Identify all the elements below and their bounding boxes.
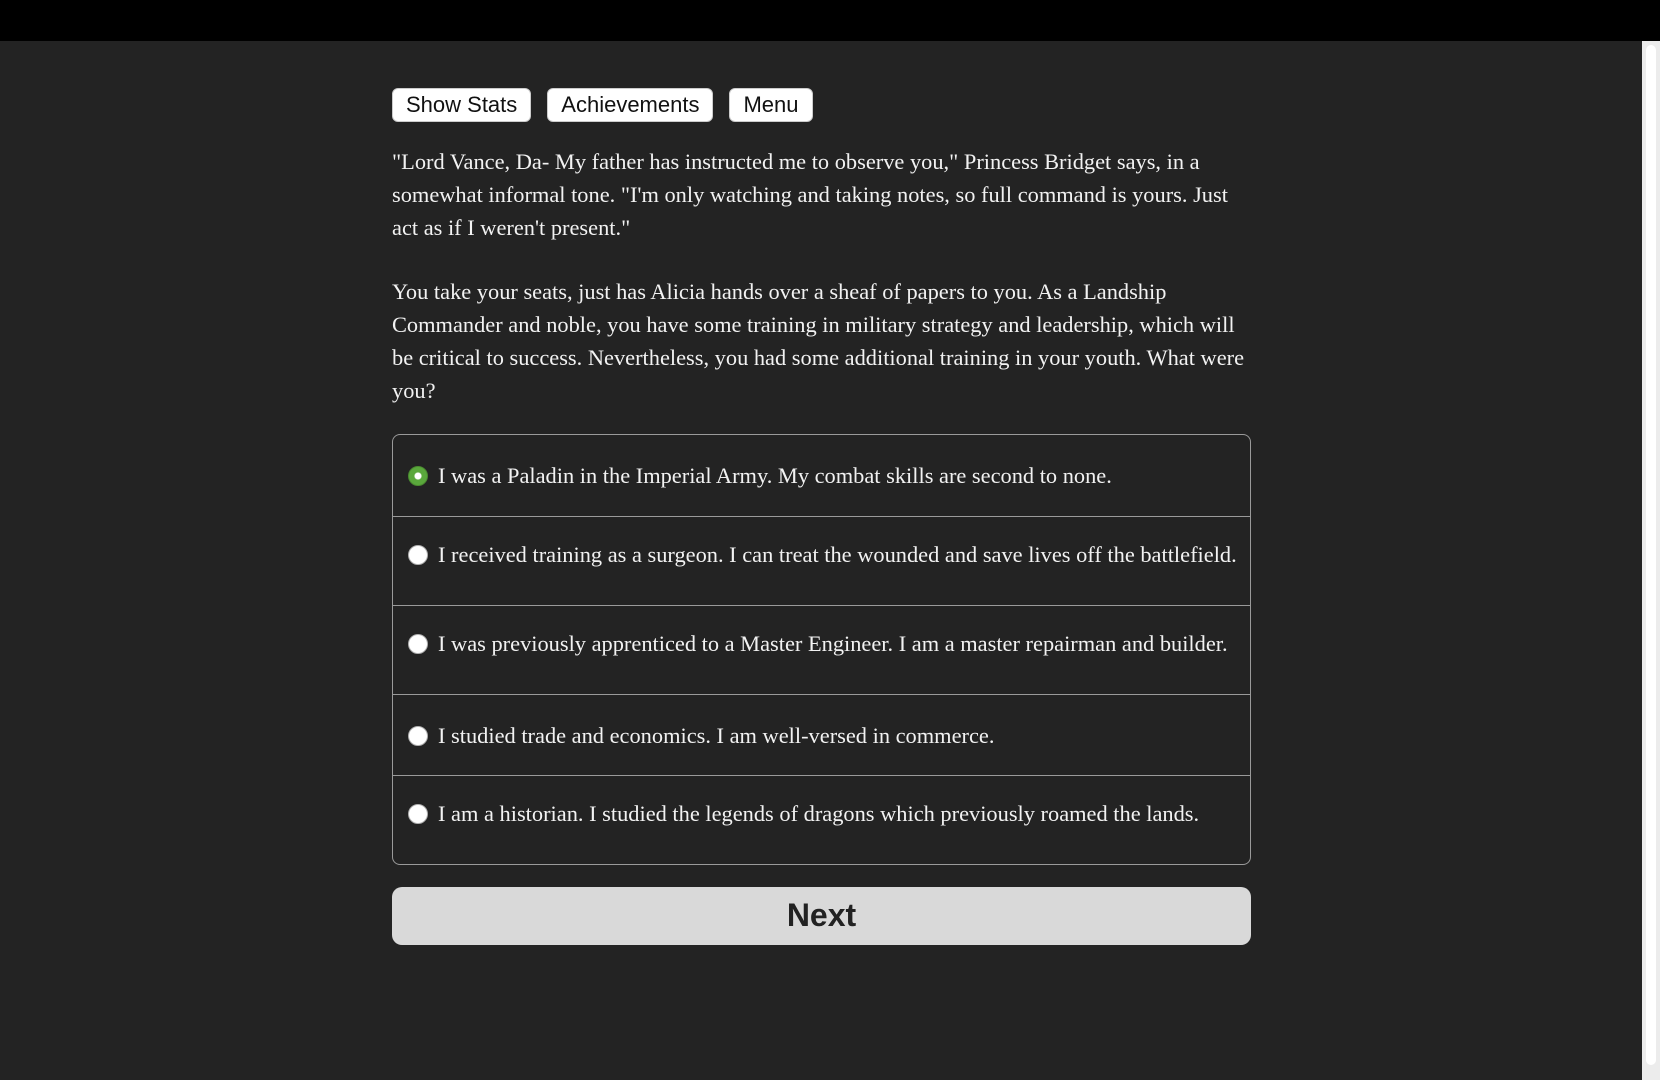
radio-icon[interactable]	[408, 726, 428, 746]
scrollbar-thumb[interactable]	[1646, 45, 1656, 1065]
radio-selected-icon[interactable]	[408, 466, 428, 486]
next-button[interactable]: Next	[392, 887, 1251, 945]
choice-label: I am a historian. I studied the legends of dragons which previously roamed the lands.	[438, 800, 1200, 826]
story-text	[392, 146, 1251, 408]
radio-icon[interactable]	[408, 804, 428, 824]
choice-option-historian[interactable]	[393, 775, 1250, 864]
choice-list	[392, 434, 1251, 865]
scrollbar[interactable]	[1642, 41, 1660, 1080]
choice-option-surgeon[interactable]	[393, 516, 1250, 605]
show-stats-button[interactable]: Show Stats	[392, 88, 531, 122]
achievements-button[interactable]: Achievements	[547, 88, 713, 122]
menu-button[interactable]: Menu	[729, 88, 812, 122]
choice-label: I was previously apprenticed to a Master Engineer. I am a master repairman and builder.	[438, 630, 1228, 656]
choice-option-engineer[interactable]	[393, 605, 1250, 694]
game-container	[392, 88, 1251, 945]
choice-label: I received training as a surgeon. I can treat the wounded and save lives off the battlefield.	[438, 541, 1237, 567]
choice-label: I was a Paladin in the Imperial Army. My combat skills are second to none.	[438, 462, 1112, 488]
radio-icon[interactable]	[408, 634, 428, 654]
choice-option-trade[interactable]	[393, 694, 1250, 775]
choice-option-paladin[interactable]	[393, 435, 1250, 516]
story-paragraph: "Lord Vance, Da- My father has instructed me to observe you," Princess Bridget says, in a somewhat informal tone. "I'm only watching and taking notes, so full command is yours. Just act as if I weren't present."	[392, 149, 1228, 240]
choice-label: I studied trade and economics. I am well-versed in commerce.	[438, 722, 995, 748]
story-paragraph: You take your seats, just has Alicia hands over a sheaf of papers to you. As a Landship Commander and noble, you have some training in military strategy and leadership, which will be critical to success. Nevertheless, you had some additional training in your youth. What were you?	[392, 279, 1245, 403]
radio-icon[interactable]	[408, 545, 428, 565]
toolbar	[392, 88, 1251, 122]
browser-top-bar	[0, 0, 1660, 41]
